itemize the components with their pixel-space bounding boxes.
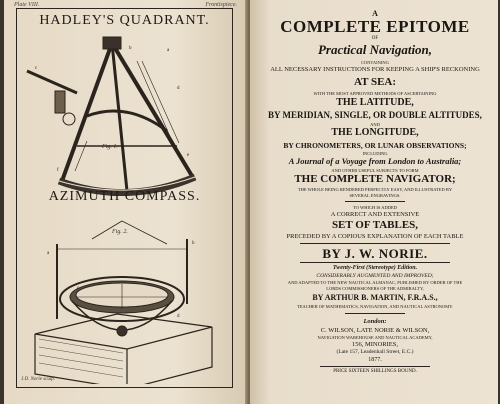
subtitle-practical-navigation: Practical Navigation,	[317, 42, 433, 57]
set-of-tables: SET OF TABLES,	[331, 219, 419, 231]
svg-text:d: d	[177, 314, 180, 319]
and-label: AND	[370, 122, 380, 127]
svg-text:c: c	[77, 286, 80, 291]
fig2-label: Fig. 2.	[112, 229, 128, 235]
plate-number: Plate VIII.	[14, 2, 40, 8]
london-label: London:	[363, 318, 387, 325]
year: 1877.	[368, 357, 382, 363]
main-title: COMPLETE EPITOME	[280, 17, 470, 36]
lords-line: LORDS COMMISSIONERS OF THE ADMIRALTY,	[326, 286, 424, 291]
chronometers-line: BY CHRONOMETERS, OR LUNAR OBSERVATIONS;	[283, 141, 467, 150]
augmented-line: CONSIDERABLY AUGMENTED AND IMPROVED;	[316, 273, 434, 279]
price-line: PRICE SIXTEEN SHILLINGS BOUND.	[333, 369, 417, 374]
ornament-rule-2	[345, 313, 405, 314]
rule-below-author	[300, 262, 450, 263]
methods-line: WITH THE MOST APPROVED METHODS OF ASCERTAINING	[313, 91, 437, 96]
rule-above-author	[300, 243, 450, 244]
engraver-credit: J.D. Norie sculp.	[21, 377, 56, 382]
to-which-added: TO WHICH IS ADDED	[353, 205, 397, 210]
instructions-line: ALL NECESSARY INSTRUCTIONS FOR KEEPING A SHIP'S RECKONING	[270, 66, 480, 73]
svg-text:f: f	[57, 168, 59, 173]
hadleys-quadrant-title: HADLEY'S QUADRANT.	[39, 13, 210, 28]
fig1-label: Fig. 1.	[102, 144, 118, 150]
address: 156, MINORIES,	[351, 341, 399, 348]
late-address: (Late 157, Leadenhall Street, E.C.)	[336, 349, 414, 355]
meridian-line: BY MERIDIAN, SINGLE, OR DOUBLE ALTITUDES,	[268, 110, 482, 120]
subjects-line: AND OTHER USEFUL SUBJECTS TO FORM	[331, 168, 419, 173]
rule-above-price	[320, 366, 430, 367]
publisher: C. WILSON, LATE NORIE & WILSON,	[320, 327, 430, 334]
svg-text:c: c	[35, 66, 38, 71]
plate-frame	[16, 8, 233, 388]
preceded-line: PRECEDED BY A COPIOUS EXPLANATION OF EACH TABLE	[286, 233, 464, 240]
longitude-heading: THE LONGITUDE,	[331, 127, 419, 138]
title-of: OF	[371, 36, 379, 41]
editor: BY ARTHUR B. MARTIN, F.R.A.S.,	[312, 293, 438, 302]
edition: Twenty-First (Stereotype) Edition.	[332, 265, 418, 271]
at-sea: AT SEA:	[353, 76, 397, 88]
svg-text:a: a	[47, 251, 50, 256]
complete-navigator: THE COMPLETE NAVIGATOR;	[294, 173, 456, 185]
journal-line: A Journal of a Voyage from London to Australia;	[288, 156, 462, 166]
teacher-line: TEACHER OF MATHEMATICS, NAVIGATION, AND NAUTICAL ASTRONOMY.	[296, 304, 454, 309]
svg-text:e: e	[187, 153, 190, 158]
warehouse-line: NAVIGATION WAREHOUSE AND NAUTICAL ACADEMY,	[317, 335, 433, 340]
containing-label: CONTAINING	[361, 60, 389, 65]
svg-text:b: b	[129, 46, 132, 51]
article: A	[372, 9, 378, 18]
engravings-line: SEVERAL ENGRAVINGS.	[349, 193, 401, 198]
svg-text:a: a	[167, 48, 170, 53]
adapted-line: AND ADAPTED TO THE NEW NAUTICAL ALMANAC, PUBLISHED BY ORDER OF THE	[287, 280, 463, 285]
including-label: INCLUDING	[362, 151, 388, 156]
svg-text:b: b	[192, 241, 195, 246]
hadleys-quadrant-illustration	[17, 31, 230, 196]
latitude-heading: THE LATITUDE,	[336, 97, 414, 108]
correct-extensive: A CORRECT AND EXTENSIVE	[330, 211, 420, 218]
azimuth-compass-illustration	[17, 209, 230, 384]
azimuth-compass-title: AZIMUTH COMPASS.	[48, 189, 201, 204]
svg-text:d: d	[177, 86, 180, 91]
plate-position: Frontispiece.	[205, 2, 237, 8]
ornament-rule-1	[345, 201, 405, 202]
rendered-line: THE WHOLE BEING RENDERED PERFECTLY EASY, AND ILLUSTRATED BY	[297, 187, 453, 192]
author: BY J. W. NORIE.	[322, 246, 428, 261]
